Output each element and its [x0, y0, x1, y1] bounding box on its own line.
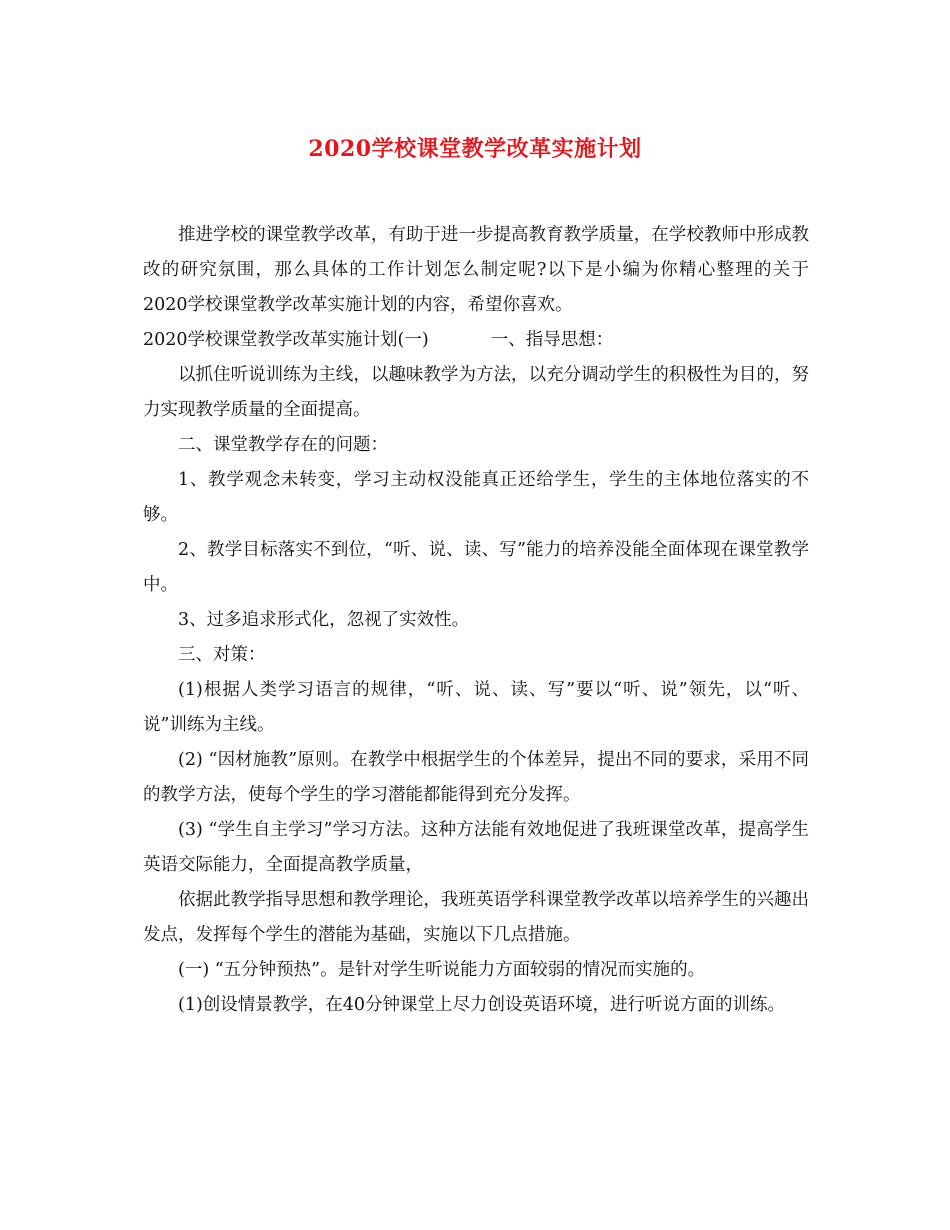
section-heading-problems: 二、课堂教学存在的问题：: [178, 435, 388, 455]
problem-item-1: 1、教学观念未转变，学习主动权没能真正还给学生，学生的主体地位落实的不够。: [143, 470, 809, 525]
intro-paragraph: 推进学校的课堂教学改革，有助于进一步提高教育教学质量，在学校教师中形成教改的研究氛围，那么具体的工作计划怎么制定呢?以下是小编为你精心整理的关于2020学校课堂教学改革实施计划的内容，希望你喜欢。: [143, 225, 809, 315]
document-title: 2020学校课堂教学改革实施计划: [308, 136, 642, 162]
section-heading-measures: 三、对策：: [178, 645, 266, 665]
problem-item-2: 2、教学目标落实不到位，“听、说、读、写”能力的培养没能全面体现在课堂教学中。: [143, 540, 809, 595]
implementation-paragraph: 依据此教学指导思想和教学理论，我班英语学科课堂教学改革以培养学生的兴趣出发点，发挥每个学生的潜能为基础，实施以下几点措施。: [143, 890, 809, 945]
step-heading-warmup: (一) “五分钟预热”。是针对学生听说能力方面较弱的情况而实施的。: [178, 960, 706, 980]
measure-item-3: (3) “学生自主学习”学习方法。这种方法能有效地促进了我班课堂改革，提高学生英语交际能力，全面提高教学质量，: [143, 820, 809, 875]
measure-item-2: (2) “因材施教”原则。在教学中根据学生的个体差异，提出不同的要求，采用不同的教学方法，使每个学生的学习潜能都能得到充分发挥。: [143, 750, 809, 805]
step-item-1: (1)创设情景教学，在40分钟课堂上尽力创设英语环境，进行听说方面的训练。: [178, 995, 786, 1015]
measure-item-1: (1)根据人类学习语言的规律，“听、说、读、写”要以“听、说”领先，以“听、说”训练为主线。: [143, 680, 809, 735]
document-body: [143, 218, 809, 1023]
section-heading-guiding-thought: 一、指导思想：: [490, 330, 614, 350]
guiding-thought-paragraph: 以抓住听说训练为主线，以趣味教学为方法，以充分调动学生的积极性为目的，努力实现教学质量的全面提高。: [143, 365, 809, 420]
problem-item-3: 3、过多追求形式化，忽视了实效性。: [178, 610, 470, 630]
plan-heading-line: [143, 323, 809, 358]
plan-subtitle: 2020学校课堂教学改革实施计划(一): [143, 330, 429, 350]
